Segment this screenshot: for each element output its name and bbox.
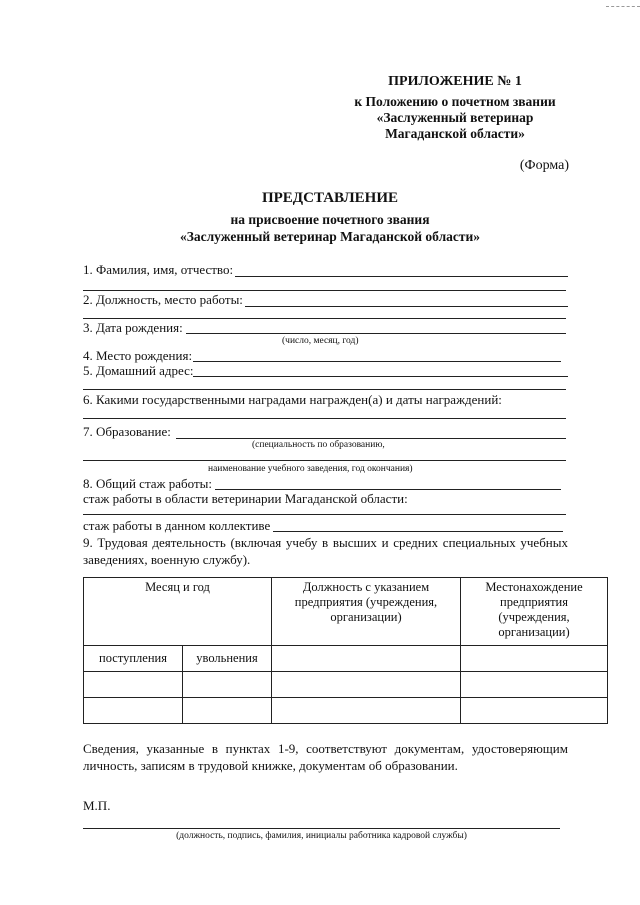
field-vet-experience-label: стаж работы в области ветеринарии Магаданской области: — [83, 491, 408, 506]
field-birthplace-label: 4. Место рождения: — [83, 348, 193, 363]
field-awards-line[interactable] — [83, 418, 566, 419]
table-row — [84, 698, 608, 724]
field-education-hint-2: наименование учебного заведения, год окончания) — [208, 464, 413, 474]
field-total-experience-line[interactable] — [215, 489, 561, 490]
table-cell[interactable] — [84, 672, 183, 698]
field-home-address-label: 5. Домашний адрес: — [83, 363, 194, 378]
field-birth-date-hint: (число, месяц, год) — [282, 336, 359, 346]
field-position-label: 2. Должность, место работы: — [83, 292, 243, 307]
field-awards-label: 6. Какими государственными наградами награжден(а) и даты награждений: — [83, 392, 502, 407]
table-cell[interactable] — [461, 698, 608, 724]
table-cell[interactable] — [272, 672, 461, 698]
field-total-experience-label: 8. Общий стаж работы: — [83, 476, 213, 491]
document-subtitle-2: «Заслуженный ветеринар Магаданской области» — [179, 229, 481, 244]
col-position: Должность с указанием предприятия (учреждения, организации) — [272, 578, 461, 646]
appendix-line-3: Магаданской области» — [385, 126, 525, 141]
col-location: Местонахождение предприятия (учреждения, организации) — [461, 578, 608, 646]
field-team-experience-label: стаж работы в данном коллективе — [83, 518, 271, 533]
col-month-year: Месяц и год — [84, 578, 272, 646]
field-birthplace-line[interactable] — [193, 361, 561, 362]
field-education-hint-1: (специальность по образованию, — [252, 440, 385, 450]
field-birth-date-label: 3. Дата рождения: — [83, 320, 183, 335]
field-team-experience-line[interactable] — [273, 531, 563, 532]
field-education-line[interactable] — [176, 438, 566, 439]
table-cell[interactable] — [461, 646, 608, 672]
table-cell[interactable] — [272, 646, 461, 672]
field-full-name-line-2[interactable] — [83, 290, 566, 291]
table-cell[interactable] — [183, 698, 272, 724]
table-cell[interactable] — [183, 672, 272, 698]
certification-statement: Сведения, указанные в пунктах 1-9, соответствуют документам, удостоверяющим личность, записям в трудовой книжке, документам об образовании. — [83, 741, 568, 773]
appendix-line-1: к Положению о почетном звании — [354, 94, 556, 109]
signature-line[interactable] — [83, 828, 560, 829]
table-cell[interactable] — [272, 698, 461, 724]
table-cell[interactable] — [84, 698, 183, 724]
table-cell[interactable] — [461, 672, 608, 698]
table-row — [84, 672, 608, 698]
field-position-line-2[interactable] — [83, 318, 566, 319]
work-history-table — [83, 577, 608, 724]
stamp-label: М.П. — [83, 798, 111, 813]
sub-col-end: увольнения — [183, 646, 272, 672]
field-vet-experience-line[interactable] — [83, 514, 566, 515]
field-education-label: 7. Образование: — [83, 424, 171, 439]
field-work-history-label: 9. Трудовая деятельность (включая учебу в высших и средних специальных учебных заведениях, военную службу). — [83, 535, 568, 567]
document-subtitle-1: на присвоение почетного звания — [230, 212, 430, 227]
sub-col-start: поступления — [84, 646, 183, 672]
document-title: ПРЕДСТАВЛЕНИЕ — [261, 190, 399, 206]
appendix-line-2: «Заслуженный ветеринар — [376, 110, 534, 125]
field-home-address-line[interactable] — [193, 376, 568, 377]
page-corner-mark — [606, 0, 640, 7]
field-full-name-line[interactable] — [235, 276, 568, 277]
field-position-line[interactable] — [245, 306, 568, 307]
field-education-line-2[interactable] — [83, 460, 566, 461]
form-label: (Форма) — [519, 158, 569, 173]
signature-hint: (должность, подпись, фамилия, инициалы работника кадровой службы) — [176, 831, 467, 841]
field-full-name-label: 1. Фамилия, имя, отчество: — [83, 262, 234, 277]
field-home-address-line-2[interactable] — [83, 389, 566, 390]
appendix-title: ПРИЛОЖЕНИЕ № 1 — [388, 74, 522, 89]
field-birth-date-line[interactable] — [186, 333, 566, 334]
